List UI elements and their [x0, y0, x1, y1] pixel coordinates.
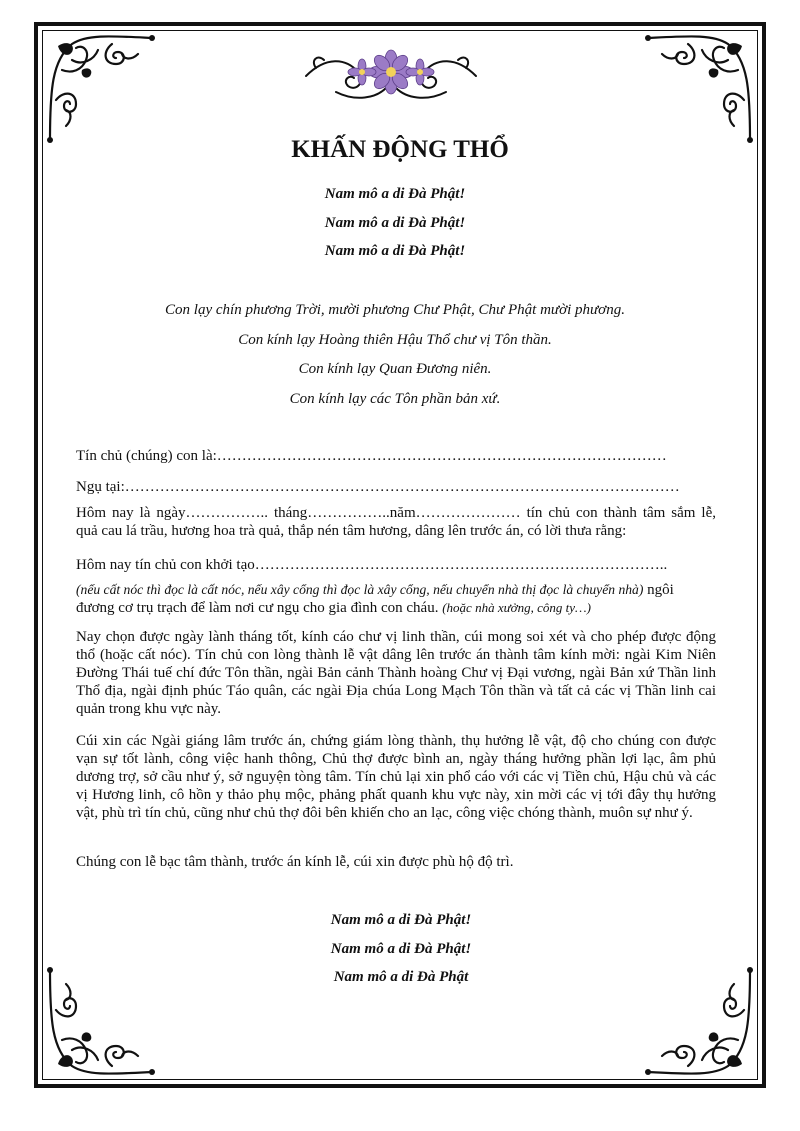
paragraph-text: Nay chọn được ngày lành tháng tốt, kính cáo chư vị linh thần, cúi mong soi xét và cho phép được động thổ (hoặc cất nóc). Tín chủ con lòng thành lễ vật dâng lên trước án thành tâm kính mời: ngài Kim Niên Đường Thái tuế chí đức Tôn thần, ngài Bản cảnh Thành hoàng Chư vị Đại vương, ngài Bản xứ Thần linh Thổ địa, ngài định phúc Táo quân, các ngài Địa chúa Long Mạch Tôn thần và tất cả các vị Thần linh cai quản trong khu vực này. — [76, 629, 716, 717]
khoi-tao-field — [76, 556, 716, 574]
ngu-tai-text: Ngụ tại:………………………………………………………………………………………………… — [76, 479, 680, 495]
chant-line: Nam mô a di Đà Phật! — [324, 214, 466, 231]
page-title: KHẤN ĐỘNG THỔ — [291, 136, 509, 163]
paragraph-text: Cúi xin các Ngài giáng lâm trước án, chứng giám lòng thành, thụ hưởng lễ vật, độ cho chúng con được vạn sự tốt lành, công việc hanh thông, Chủ thợ được bình an, ngày tháng hưởng phần lợi lạc, âm phủ dương trợ, sở cầu như ý, sở nguyện tòng tâm. Tín chủ lại xin phổ cáo với các vị Tiền chủ, Hậu chủ và các vị Hương linh, cô hồn y thảo phụ mộc, phảng phất quanh khu vực này, xin mời các vị tới đây thụ hưởng vật, phù trì tín chủ, cũng như chủ thợ đôi bên khiến cho an lạc, công việc chóng thành, muôn sự như ý. — [76, 733, 716, 821]
paragraph-text: Chúng con lễ bạc tâm thành, trước án kính lễ, cúi xin được phù hộ độ trì. — [76, 854, 514, 870]
invocation-line: Con kính lạy các Tôn phần bản xứ. — [289, 390, 501, 407]
chant-line: Nam mô a di Đà Phật! — [324, 243, 466, 259]
note-plain: ngôi đương cơ trụ trạch để làm nơi cư ngụ cho gia đình con cháu. — [76, 582, 674, 616]
chant-line: Nam mô a di Đà Phật — [333, 969, 469, 985]
invocation-line: Con kính lạy Hoàng thiên Hậu Thổ chư vị Tôn thần. — [238, 331, 552, 348]
flower-ornament-icon — [296, 46, 486, 104]
chant-line: Nam mô a di Đà Phật! — [324, 186, 466, 202]
ngu-tai-field — [76, 478, 716, 496]
opening-chant — [0, 180, 790, 266]
ornate-scroll-corner-icon — [42, 30, 162, 150]
invocation-line: Con kính lạy Quan Đương niên. — [298, 361, 492, 377]
invocation-block — [0, 296, 790, 414]
date-text: Hôm nay là ngày…………….. tháng……………..năm………………… tín chủ con thành tâm sắm lễ, quả cau lá trầu, hương hoa trà quả, thắp nén tâm hương, dâng lên trước án, có lời thưa rằng: — [76, 505, 716, 539]
note-small-italic: (hoặc nhà xưởng, công ty…) — [442, 600, 591, 615]
note-block — [76, 581, 716, 617]
paragraph — [76, 628, 716, 718]
note-italic: (nếu cất nóc thì đọc là cất nóc, nếu xây cổng thì đọc là xây cổng, nếu chuyển nhà thị đọc là chuyển nhà) — [76, 582, 644, 597]
chant-line: Nam mô a di Đà Phật! — [330, 940, 472, 957]
paragraph — [76, 732, 716, 822]
khoi-tao-text: Hôm nay tín chủ con khởi tạo……………………………………………………………………….. — [76, 557, 668, 573]
chant-line: Nam mô a di Đà Phật! — [330, 912, 472, 928]
ornate-scroll-corner-icon — [638, 30, 758, 150]
tin-chu-text: Tín chủ (chúng) con là:……………………………………………………………………………… — [76, 448, 667, 464]
closing-chant — [6, 906, 796, 992]
paragraph — [76, 853, 716, 871]
tin-chu-field — [76, 447, 716, 465]
invocation-line: Con lạy chín phương Trời, mười phương Chư Phật, Chư Phật mười phương. — [165, 302, 625, 318]
date-field — [76, 504, 716, 540]
